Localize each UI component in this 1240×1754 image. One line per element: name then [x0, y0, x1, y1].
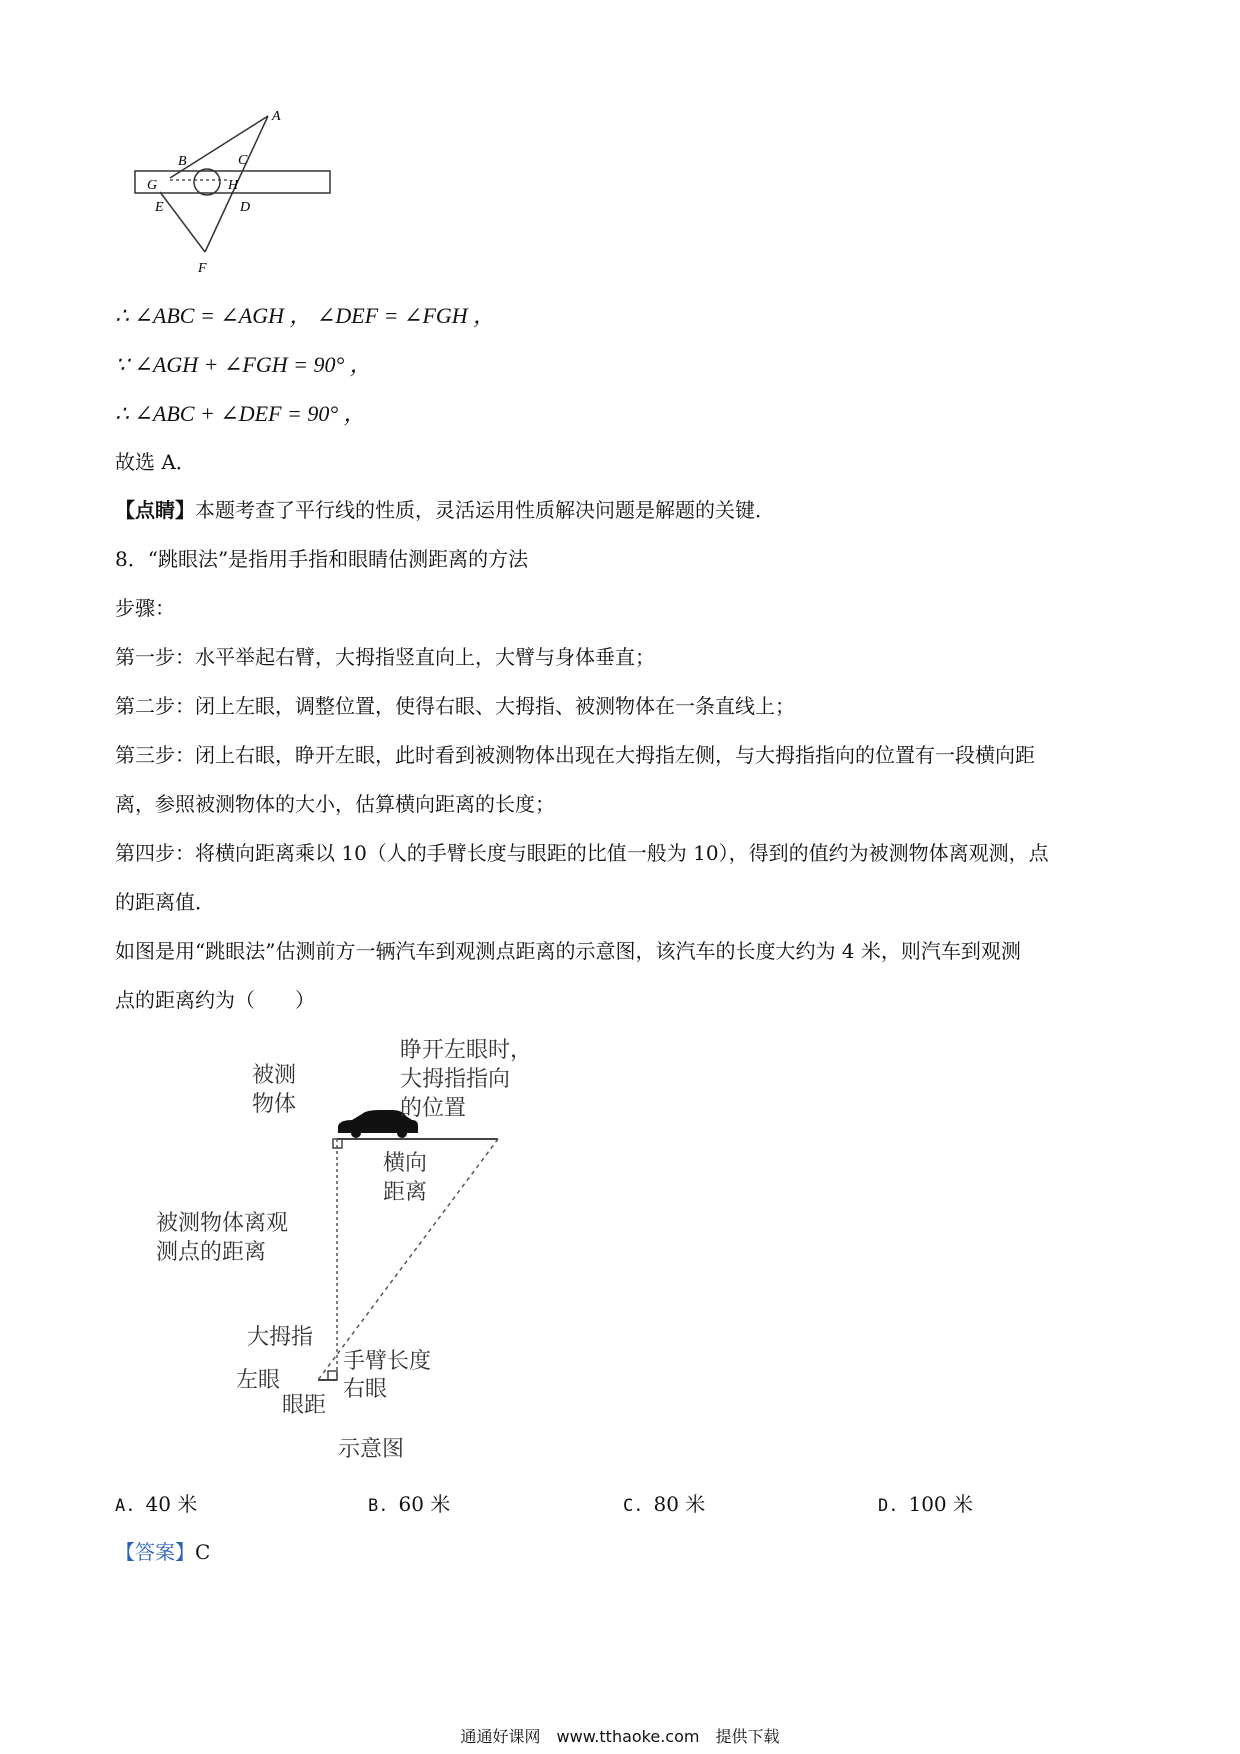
label-thumb: 大拇指 [247, 1325, 314, 1350]
segment-e-f [160, 192, 205, 252]
label-a: A [272, 109, 281, 124]
option-a-text: 40 米 [145, 1492, 198, 1516]
label-open-eye-2: 大拇指指向 [400, 1067, 511, 1092]
label-caption: 示意图 [338, 1437, 405, 1462]
stem-line-2: 点的距离约为（ ） [115, 988, 315, 1012]
label-g: G [147, 178, 158, 193]
label-distance-1: 被测物体离观 [156, 1211, 289, 1236]
label-e: E [155, 200, 164, 215]
label-eye-distance: 眼距 [282, 1393, 327, 1418]
label-horizontal-1: 横向 [383, 1151, 428, 1176]
proof-line-3: ∴ ∠ABC + ∠DEF = 90° ， [115, 401, 366, 426]
proof-line-1: ∴ ∠ABC = ∠AGH ， ∠DEF = ∠FGH ， [115, 303, 496, 328]
option-a [115, 1490, 197, 1520]
jump-eye-diagram [156, 1030, 640, 1480]
proof-line-2: ∵ ∠AGH + ∠FGH = 90° ， [115, 352, 372, 377]
step-1: 第一步：水平举起右臂，大拇指竖直向上，大臂与身体垂直； [115, 645, 655, 669]
step-4-line-2: 的距离值． [115, 890, 215, 914]
answer-tag: 【答案】 [115, 1540, 195, 1564]
option-c-text: 80 米 [653, 1492, 706, 1516]
step-3-line-2: 离，参照被测物体的大小，估算横向距离的长度； [115, 792, 555, 816]
question-title: 8．“跳眼法”是指用手指和眼睛估测距离的方法 [115, 547, 529, 571]
option-b-letter: B. [368, 1496, 389, 1516]
steps-label: 步骤： [115, 596, 175, 620]
label-open-eye-3: 的位置 [400, 1096, 467, 1121]
option-c-letter: C. [623, 1496, 644, 1516]
label-f: F [198, 261, 207, 276]
dianjing-text: 本题考查了平行线的性质，灵活运用性质解决问题是解题的关键． [195, 498, 775, 522]
option-d-text: 100 米 [908, 1492, 974, 1516]
label-distance-2: 测点的距离 [156, 1240, 267, 1265]
option-a-letter: A. [115, 1496, 136, 1516]
option-b [368, 1490, 450, 1520]
answer-value: C [195, 1540, 211, 1564]
answer-choice-line: 故选 A． [115, 450, 196, 474]
label-right-eye: 右眼 [343, 1377, 388, 1402]
stem-line-1: 如图是用“跳眼法”估测前方一辆汽车到观测点距离的示意图，该汽车的长度大约为 4 米，则汽车到观测 [115, 939, 1021, 963]
label-h: H [228, 178, 239, 193]
label-object-2: 物体 [252, 1092, 297, 1117]
option-d [878, 1490, 973, 1520]
answer-line [115, 1538, 210, 1566]
option-c [623, 1490, 705, 1520]
step-3-line-1: 第三步：闭上右眼，睁开左眼，此时看到被测物体出现在大拇指左侧，与大拇指指向的位置有一段横向距 [115, 743, 1035, 767]
label-d: D [240, 200, 251, 215]
dianjing-line [115, 496, 775, 524]
label-horizontal-2: 距离 [383, 1180, 428, 1205]
ruler-hole [194, 169, 220, 195]
option-b-text: 60 米 [398, 1492, 451, 1516]
step-4-line-1: 第四步：将横向距离乘以 10（人的手臂长度与眼距的比值一般为 10），得到的值约为被测物体离观测，点 [115, 841, 1049, 865]
step-2: 第二步：闭上左眼，调整位置，使得右眼、大拇指、被测物体在一条直线上； [115, 694, 795, 718]
label-open-eye-1: 睁开左眼时， [400, 1038, 533, 1063]
page-footer: 通通好课网 www.tthaoke.com 提供下载 [460, 1727, 780, 1746]
label-object-1: 被测 [252, 1063, 297, 1088]
right-angle-mark-bottom [328, 1371, 337, 1380]
label-b: B [178, 154, 187, 169]
label-left-eye: 左眼 [236, 1368, 281, 1393]
dianjing-tag: 【点睛】 [115, 498, 195, 522]
geometry-figure [125, 100, 345, 280]
label-c: C [238, 153, 248, 168]
label-arm-length: 手臂长度 [343, 1349, 432, 1374]
option-d-letter: D. [878, 1496, 899, 1516]
